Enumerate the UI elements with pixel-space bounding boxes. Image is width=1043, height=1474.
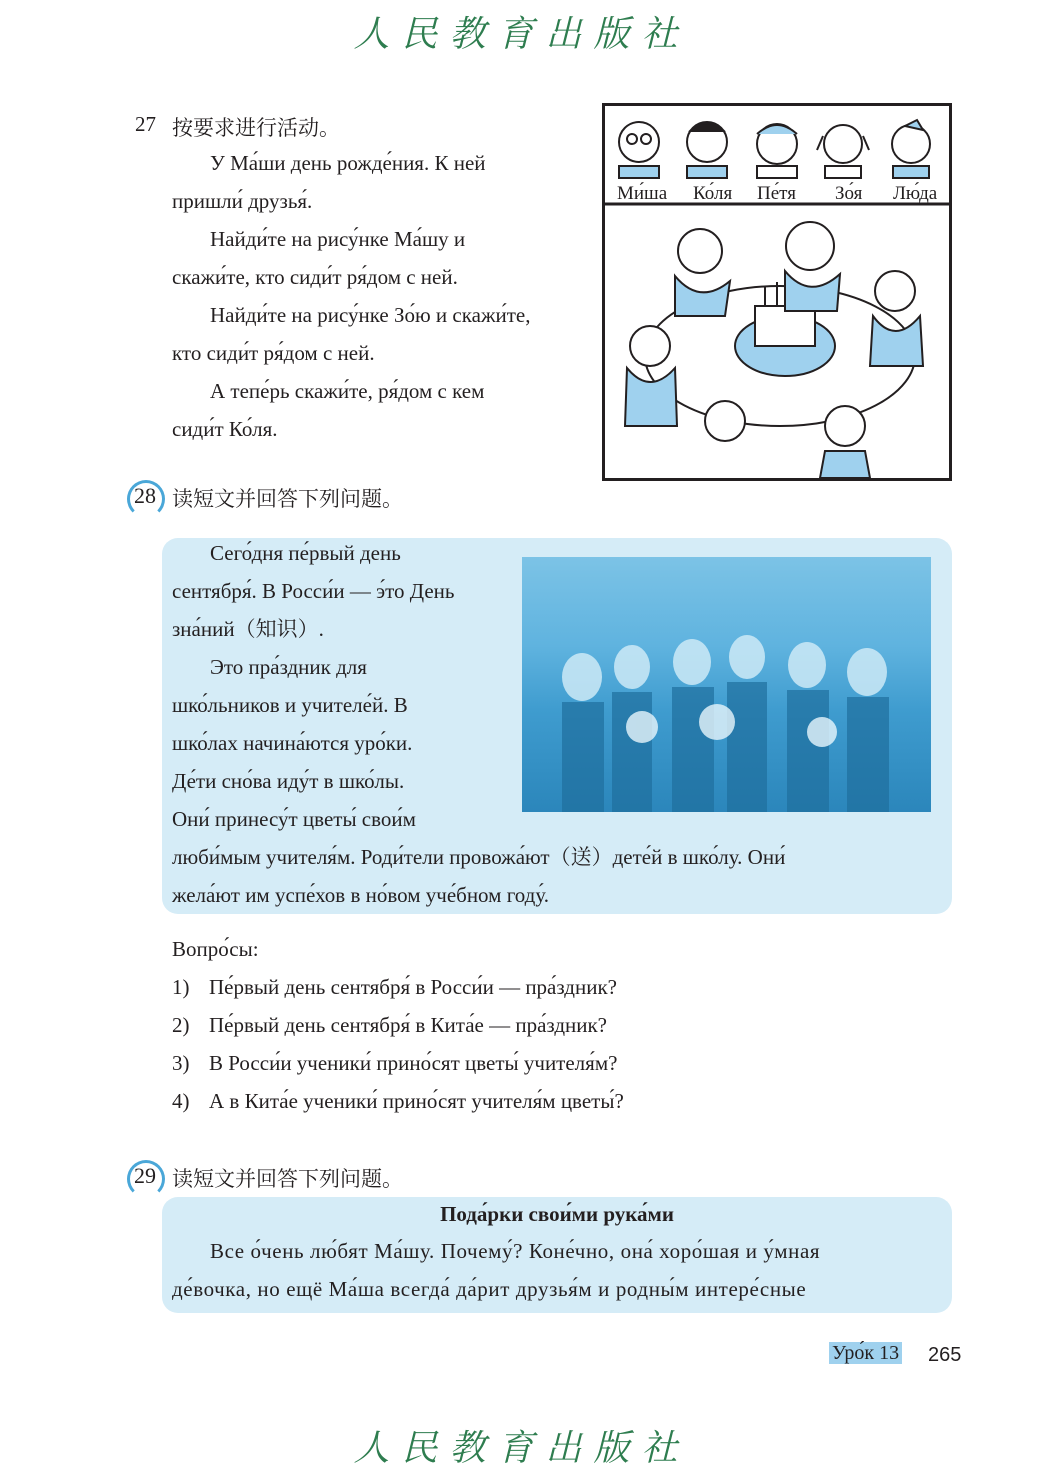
text-line: кто сиди́т ря́дом с ней.	[172, 341, 375, 365]
exercise-28-title: 读短文并回答下列问题。	[172, 487, 403, 511]
name-label-petya: Пе́тя	[757, 183, 796, 204]
lesson-label: Уро́к 13	[829, 1342, 902, 1364]
text-line: шко́льников и учителе́й. В	[172, 693, 408, 717]
exercise-29-heading: Пода́рки свои́ми рука́ми	[440, 1202, 674, 1226]
page-number: 265	[928, 1344, 962, 1366]
text-line: зна́ний（知识）.	[172, 617, 324, 641]
text-line: Де́ти сно́ва иду́т в шко́лы.	[172, 769, 405, 793]
question-number: 3)	[172, 1051, 190, 1075]
birthday-party-illustration	[602, 103, 952, 481]
lesson-badge	[829, 1342, 902, 1365]
question-text: В Росси́и ученики́ прино́сят цветы́ учителя́м?	[209, 1051, 618, 1075]
text-line: А тепе́рь скажи́те, ря́дом с кем	[210, 379, 485, 403]
question-text: Пе́рвый день сентября́ в Кита́е — пра́здник?	[209, 1013, 608, 1037]
name-label-kolya: Ко́ля	[693, 183, 733, 204]
text-line: люби́мым учителя́м. Роди́тели провожа́ют（送）дете́й в шко́лу. Они́	[172, 845, 786, 869]
text-line: сиди́т Ко́ля.	[172, 417, 278, 441]
question-item	[172, 1044, 932, 1082]
exercise-29-text	[172, 1232, 936, 1308]
publisher-logo-header: 人民教育出版社	[353, 14, 690, 55]
name-label-misha: Ми́ша	[617, 183, 668, 204]
questions-label: Вопро́сы:	[172, 937, 259, 961]
exercise-29-number: 29	[134, 1163, 156, 1188]
text-line: У Ма́ши день рожде́ния. К ней	[210, 151, 486, 175]
question-item	[172, 1082, 932, 1120]
text-line: жела́ют им успе́хов в но́вом уче́бном году́.	[172, 883, 550, 907]
name-label-lyuda: Лю́да	[893, 183, 938, 204]
text-line: скажи́те, кто сиди́т ря́дом с ней.	[172, 265, 458, 289]
text-line: пришли́ друзья́.	[172, 189, 313, 213]
text-line: Это пра́здник для	[210, 655, 367, 679]
publisher-logo-footer: 人民教育出版社	[353, 1428, 690, 1469]
text-line: Все о́чень лю́бят Ма́шу. Почему́? Коне́чно, она́ хоро́шая и у́мная	[210, 1239, 821, 1263]
exercise-28-text	[172, 534, 942, 914]
text-line: Они́ принесу́т цветы́ свои́м	[172, 807, 416, 831]
exercise-28-number: 28	[134, 483, 156, 508]
question-text: Пе́рвый день сентября́ в Росси́и — пра́здник?	[209, 975, 617, 999]
question-item	[172, 968, 932, 1006]
question-item	[172, 1006, 932, 1044]
exercise-27-text	[172, 144, 592, 448]
name-label-zoya: Зо́я	[835, 183, 863, 204]
text-line: сентября́. В Росси́и — э́то День	[172, 579, 455, 603]
exercise-29-title: 读短文并回答下列问题。	[172, 1167, 403, 1191]
text-line: Найди́те на рису́нке Ма́шу и	[210, 227, 466, 251]
exercise-27-number: 27	[135, 112, 156, 136]
text-line: Найди́те на рису́нке Зо́ю и скажи́те,	[210, 303, 531, 327]
illustration-drawing	[605, 106, 949, 478]
text-line: шко́лах начина́ются уро́ки.	[172, 731, 413, 755]
question-number: 1)	[172, 975, 190, 999]
text-line: де́вочка, но ещё Ма́ша всегда́ да́рит друзья́м и родны́м интере́сные	[172, 1277, 807, 1301]
text-line: Сего́дня пе́рвый день	[210, 541, 401, 565]
questions-list	[172, 968, 932, 1120]
question-number: 4)	[172, 1089, 190, 1113]
question-text: А в Кита́е ученики́ прино́сят учителя́м цветы́?	[209, 1089, 624, 1113]
question-number: 2)	[172, 1013, 190, 1037]
exercise-27-title: 按要求进行活动。	[172, 116, 340, 140]
